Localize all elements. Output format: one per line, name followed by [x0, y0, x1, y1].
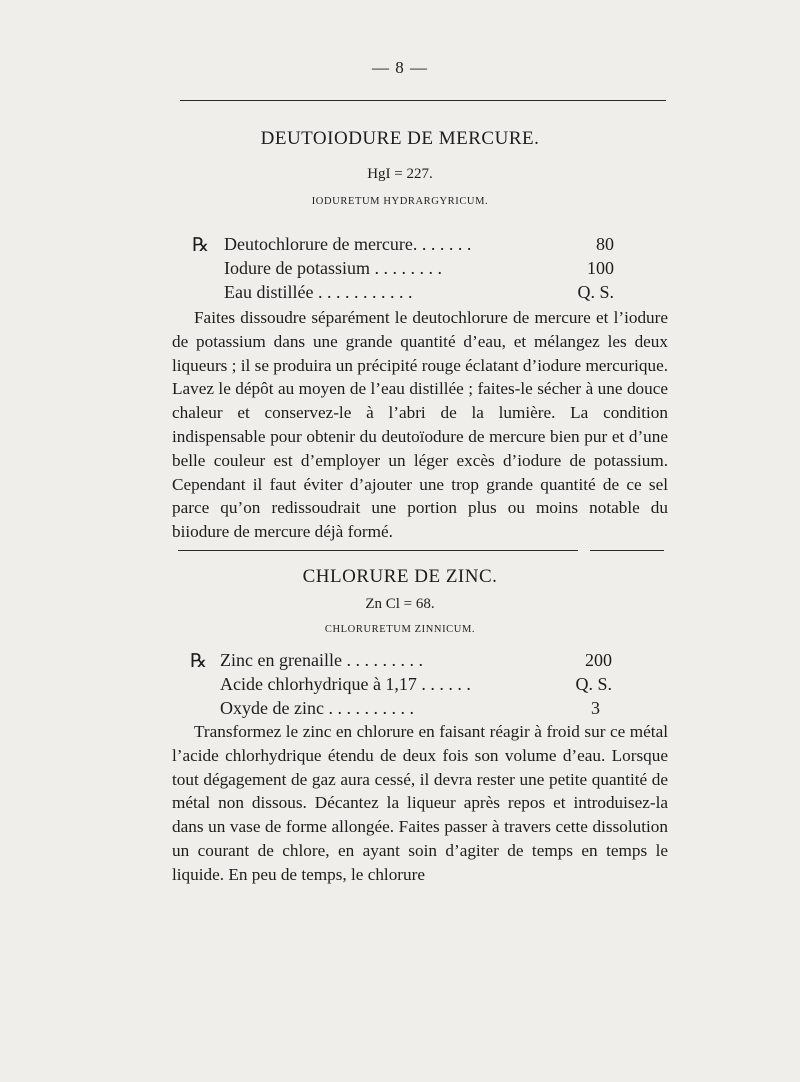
- ingredient-quantity: 200: [585, 650, 612, 670]
- ingredient-quantity: Q. S.: [577, 282, 614, 302]
- header-rule: [180, 100, 666, 101]
- recipe-symbol: ℞: [190, 651, 208, 672]
- latin-name: IODURETUM HYDRARGYRICUM.: [311, 196, 489, 207]
- instructions-paragraph: Transformez le zinc en chlorure en faisant réagir à froid sur ce métal l’acide chlorhydrique étendu de deux fois son volume d’eau. Lorsque tout dégagement de gaz aura cessé, il devra rester une petite quantité de métal non dissous. Décantez la liqueur après repos et introduisez-la dans un vase de forme allongée. Faites passer à travers cette dissolution un courant de chlore, en ayant soin d’agiter de temps en temps le liquide. En peu de temps, le chlorure: [172, 722, 668, 884]
- chemical-formula: Zn Cl = 68.: [365, 596, 435, 612]
- instructions-paragraph: Faites dissoudre séparément le deutochlorure de mercure et l’iodure de potassium dans une grande quantité d’eau, et mélangez les deux liqueurs ; il se produira un précipité rouge éclatant d’iodure mercurique. Lavez le dépôt au moyen de l’eau distillée ; faites-le sécher à une douce chaleur et conservez-le à l’abri de la lumière. La condition indispensable pour obtenir du deutoïodure de mercure bien pur et d’une belle couleur est d’employer un léger excès d’iodure de potassium. Cependant il faut éviter d’ajouter une trop grande quantité de ce sel parce qu’on redissoudrait une portion plus ou moins notable du biiodure de mercure déjà formé.: [172, 308, 668, 542]
- section-divider: [178, 550, 578, 551]
- section-divider-short: [590, 550, 664, 551]
- ingredient-name: Eau distillée . . . . . . . . . . .: [224, 282, 413, 302]
- ingredient-name: Zinc en grenaille . . . . . . . . .: [220, 650, 423, 670]
- ingredient-name: Oxyde de zinc . . . . . . . . . .: [220, 698, 414, 718]
- chemical-formula: HgI = 227.: [367, 166, 433, 182]
- ingredient-quantity: 80: [596, 234, 614, 254]
- ingredient-quantity: Q. S.: [575, 674, 612, 694]
- recipe-symbol: ℞: [192, 235, 210, 256]
- ingredient-quantity: 100: [587, 258, 614, 278]
- page-number: — 8 —: [372, 58, 428, 77]
- ingredient-name: Acide chlorhydrique à 1,17 . . . . . .: [220, 674, 471, 694]
- section-title: CHLORURE DE ZINC.: [302, 566, 498, 587]
- latin-name: CHLORURETUM ZINNICUM.: [324, 624, 476, 635]
- section-title: DEUTOIODURE DE MERCURE.: [260, 128, 540, 149]
- ingredient-name: Deutochlorure de mercure. . . . . . .: [224, 234, 472, 254]
- ingredient-quantity: 3: [591, 698, 600, 718]
- ingredient-name: Iodure de potassium . . . . . . . .: [224, 258, 442, 278]
